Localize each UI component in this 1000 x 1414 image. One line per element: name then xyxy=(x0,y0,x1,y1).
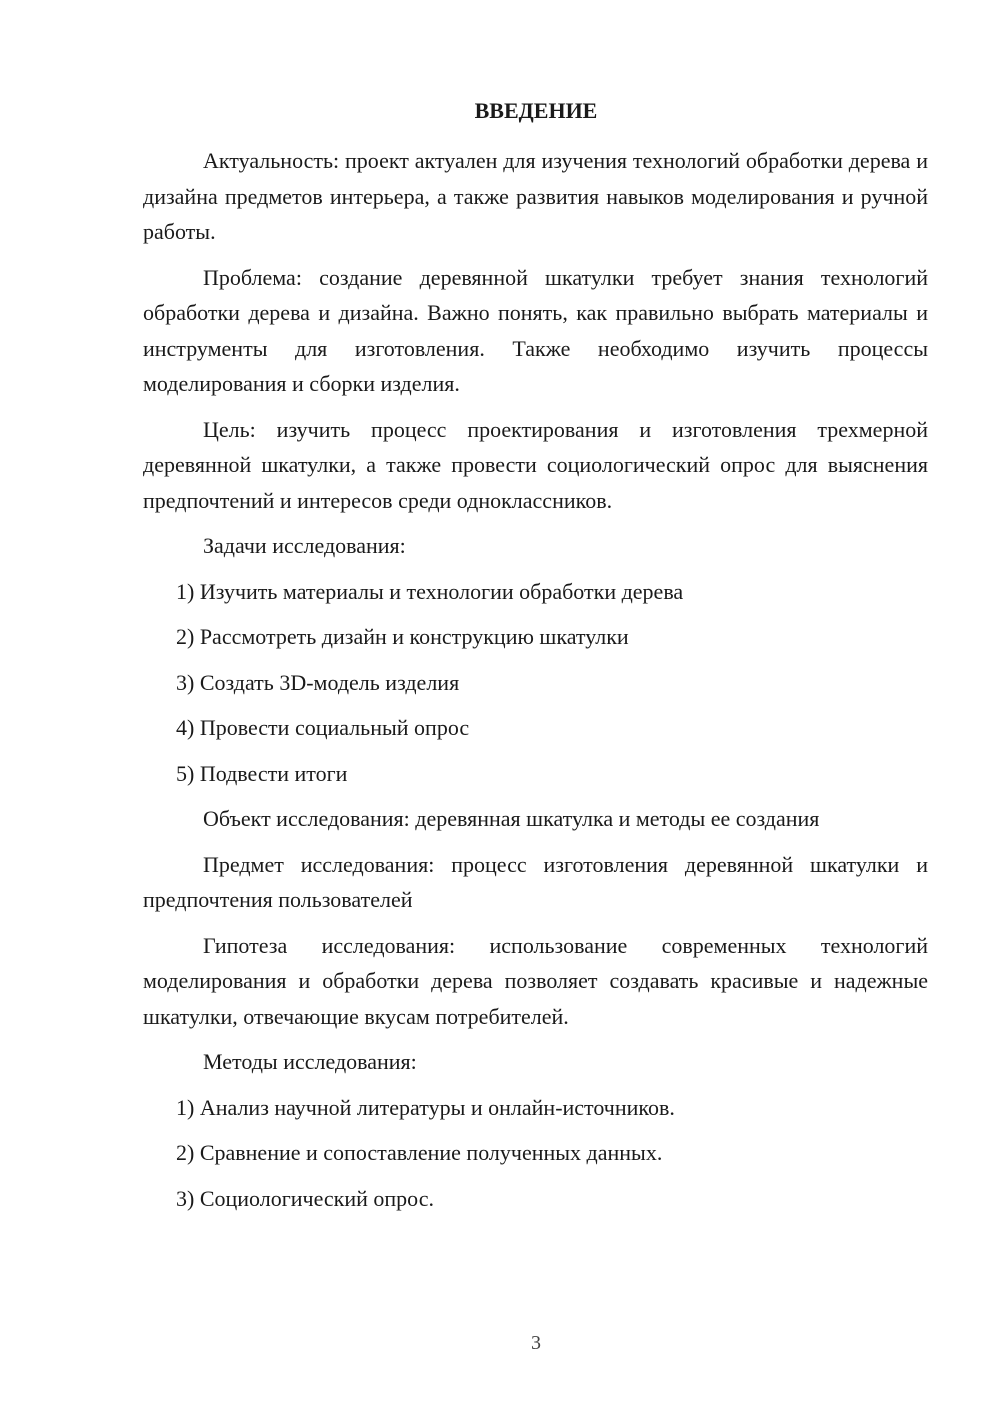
method-item: 2) Сравнение и сопоставление полученных данных. xyxy=(176,1140,663,1165)
method-item: 1) Анализ научной литературы и онлайн-источников. xyxy=(176,1094,675,1120)
goal-paragraph: Цель: изучить процесс проектирования и изготовления трехмерной деревянной шкатулки, а также провести социологический опрос для выяснения предпочтений и интересов среди одноклассников. xyxy=(143,416,928,513)
methods-heading: Методы исследования: xyxy=(203,1049,417,1074)
tasks-heading: Задачи исследования: xyxy=(203,533,406,558)
task-item: 1) Изучить материалы и технологии обработки дерева xyxy=(176,578,684,604)
page-number: 3 xyxy=(531,1332,541,1354)
relevance-paragraph: Актуальность: проект актуален для изучения технологий обработки дерева и дизайна предметов интерьера, а также развития навыков моделирования и ручной работы. xyxy=(143,148,928,244)
task-item: 3) Создать 3D-модель изделия xyxy=(176,669,460,695)
method-item: 3) Социологический опрос. xyxy=(176,1185,434,1211)
problem-paragraph: Проблема: создание деревянной шкатулки требует знания технологий обработки дерева и дизайна. Важно понять, как правильно выбрать материалы и инструменты для изготовления. Также необходимо изучить процессы моделирования и сборки изделия. xyxy=(143,264,928,396)
task-item: 2) Рассмотреть дизайн и конструкцию шкатулки xyxy=(176,624,629,649)
tasks-list xyxy=(143,574,928,792)
task-item: 4) Провести социальный опрос xyxy=(176,715,470,740)
subject-paragraph: Предмет исследования: процесс изготовления деревянной шкатулки и предпочтения пользователей xyxy=(143,851,928,912)
page-content xyxy=(143,143,928,1216)
methods-list xyxy=(143,1090,928,1217)
task-item: 5) Подвести итоги xyxy=(176,760,348,786)
hypothesis-paragraph: Гипотеза исследования: использование современных технологий моделирования и обработки дерева позволяет создавать красивые и надежные шкатулки, отвечающие вкусам потребителей. xyxy=(143,932,928,1029)
object-paragraph: Объект исследования: деревянная шкатулка и методы ее создания xyxy=(203,806,820,831)
page-title: ВВЕДЕНИЕ xyxy=(474,98,598,123)
